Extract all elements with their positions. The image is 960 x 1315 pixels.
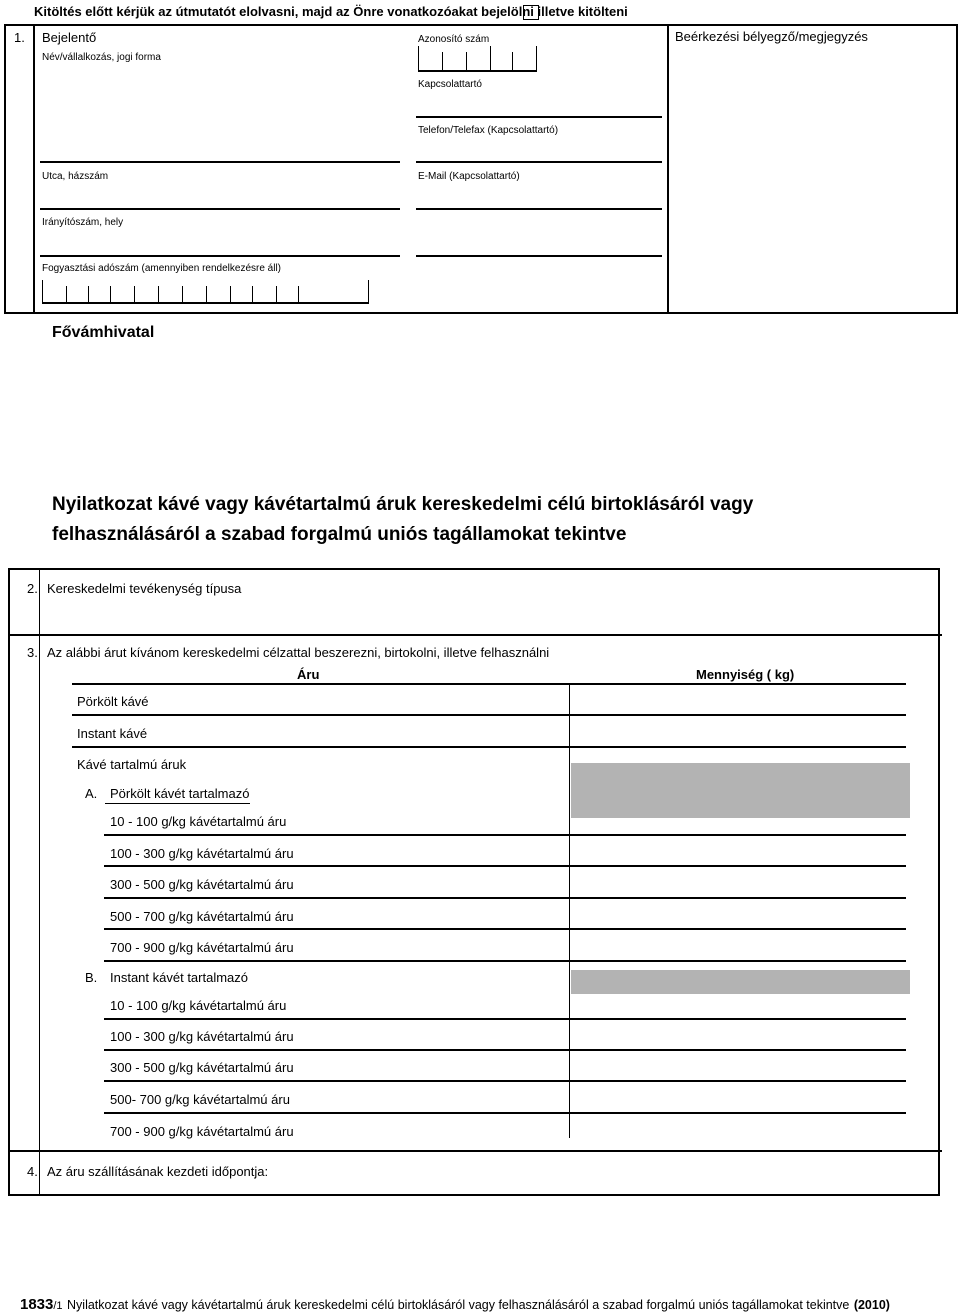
qty-group-b-item-2[interactable] [104,1049,906,1051]
group-a-title: Pörkölt kávét tartalmazó [110,786,250,801]
stamp-label: Beérkezési bélyegző/megjegyzés [675,29,868,44]
street-field[interactable] [40,208,400,210]
form-title-line2: felhasználásáról a szabad forgalmú uniós tagállamokat tekintve [52,524,627,545]
table-column-divider [569,685,570,1138]
section2-label: Kereskedelmi tevékenység típusa [47,581,242,596]
footer-form-suffix: /1 [53,1300,63,1312]
group-a-item-2: 100 - 300 g/kg kávétartalmú áru [110,846,294,861]
row-instant-coffee: Instant kávé [77,726,148,741]
section4-label: Az áru szállításának kezdeti időpontja: [47,1164,269,1179]
contact-field[interactable] [416,116,662,118]
section3-label: Az alábbi árut kívánom kereskedelmi célzattal beszerezni, birtokolni, illetve felhasználni [47,645,550,660]
qty-group-b-item-4[interactable] [104,1112,906,1114]
group-a-shaded-cell [571,763,910,818]
section1-number: 1. [14,30,25,45]
footer [20,1296,890,1314]
group-b-shaded-cell [571,970,910,994]
footer-year: (2010) [853,1298,890,1312]
contact-label: Kapcsolattartó [418,79,482,90]
group-b-item-3: 300 - 500 g/kg kávétartalmú áru [110,1060,294,1075]
email-field[interactable] [416,208,662,210]
group-b-letter: B. [85,970,98,985]
qty-instant-coffee[interactable] [72,746,906,748]
group-b-item-4: 500- 700 g/kg kávétartalmú áru [110,1092,290,1107]
group-a-letter: A. [85,786,98,801]
section3-number: 3. [27,645,38,660]
stamp-divider [667,24,669,314]
qty-group-a-item-1[interactable] [104,834,906,836]
number-column-divider [33,24,35,314]
group-a-item-4: 500 - 700 g/kg kávétartalmú áru [110,909,294,924]
qty-group-b-item-3[interactable] [104,1080,906,1082]
qty-roasted-coffee[interactable] [72,714,906,716]
email-label: E-Mail (Kapcsolattartó) [418,171,520,182]
instruction-checkbox[interactable] [523,5,539,20]
qty-group-a-item-3[interactable] [104,897,906,899]
phone-label: Telefon/Telefax (Kapcsolattartó) [418,125,559,136]
col-qty-header: Mennyiség ( kg) [696,667,795,682]
col-goods-header: Áru [297,667,320,682]
group-b-item-2: 100 - 300 g/kg kávétartalmú áru [110,1029,294,1044]
id-label: Azonosító szám [418,34,490,45]
sections-number-column [39,568,40,1196]
row-coffee-goods: Kávé tartalmú áruk [77,757,187,772]
authority-name: Fővámhivatal [52,324,155,341]
zip-label: Irányítószám, hely [42,217,124,228]
delivery-date-field[interactable] [270,1160,930,1188]
table-header-line [72,683,906,685]
phone-field[interactable] [416,161,662,163]
section3-bottom [8,1150,942,1152]
name-field[interactable] [40,161,400,163]
group-b-item-5: 700 - 900 g/kg kávétartalmú áru [110,1124,294,1139]
group-b-title: Instant kávét tartalmazó [110,970,249,985]
group-a-item-1: 10 - 100 g/kg kávétartalmú áru [110,814,287,829]
section4-number: 4. [27,1164,38,1179]
footer-title: Nyilatkozat kávé vagy kávétartalmú áruk kereskedelmi célú birtoklásáról vagy felhasználásáról a szabad forgalmú uniós tagállamokat tekintve [67,1298,850,1312]
street-label: Utca, házszám [42,171,109,182]
group-b-item-1: 10 - 100 g/kg kávétartalmú áru [110,998,287,1013]
instruction-text: Kitöltés előtt kérjük az útmutatót elolvasni, majd az Önre vonatkozóakat bejelölni illetve kitölteni [34,4,628,19]
section2-bottom [8,634,942,636]
footer-form-number: 1833 [20,1296,54,1313]
group-a-title-underline [105,803,250,804]
qty-group-a-item-4[interactable] [104,928,906,930]
zip-field[interactable] [40,255,400,257]
qty-group-a-item-5[interactable] [104,960,906,962]
tax-label: Fogyasztási adószám (amennyiben rendelkezésre áll) [42,263,282,274]
name-label: Név/vállalkozás, jogi forma [42,52,161,63]
extra-field[interactable] [416,255,662,257]
form-title-line1: Nyilatkozat kávé vagy kávétartalmú áruk kereskedelmi célú birtoklásáról vagy [52,494,754,515]
qty-group-a-item-2[interactable] [104,865,906,867]
section4-dash: - [70,1145,74,1157]
section1-title: Bejelentő [42,30,97,45]
section2-number: 2. [27,581,38,596]
qty-group-b-item-1[interactable] [104,1018,906,1020]
row-roasted-coffee: Pörkölt kávé [77,694,149,709]
group-a-item-5: 700 - 900 g/kg kávétartalmú áru [110,940,294,955]
group-a-item-3: 300 - 500 g/kg kávétartalmú áru [110,877,294,892]
